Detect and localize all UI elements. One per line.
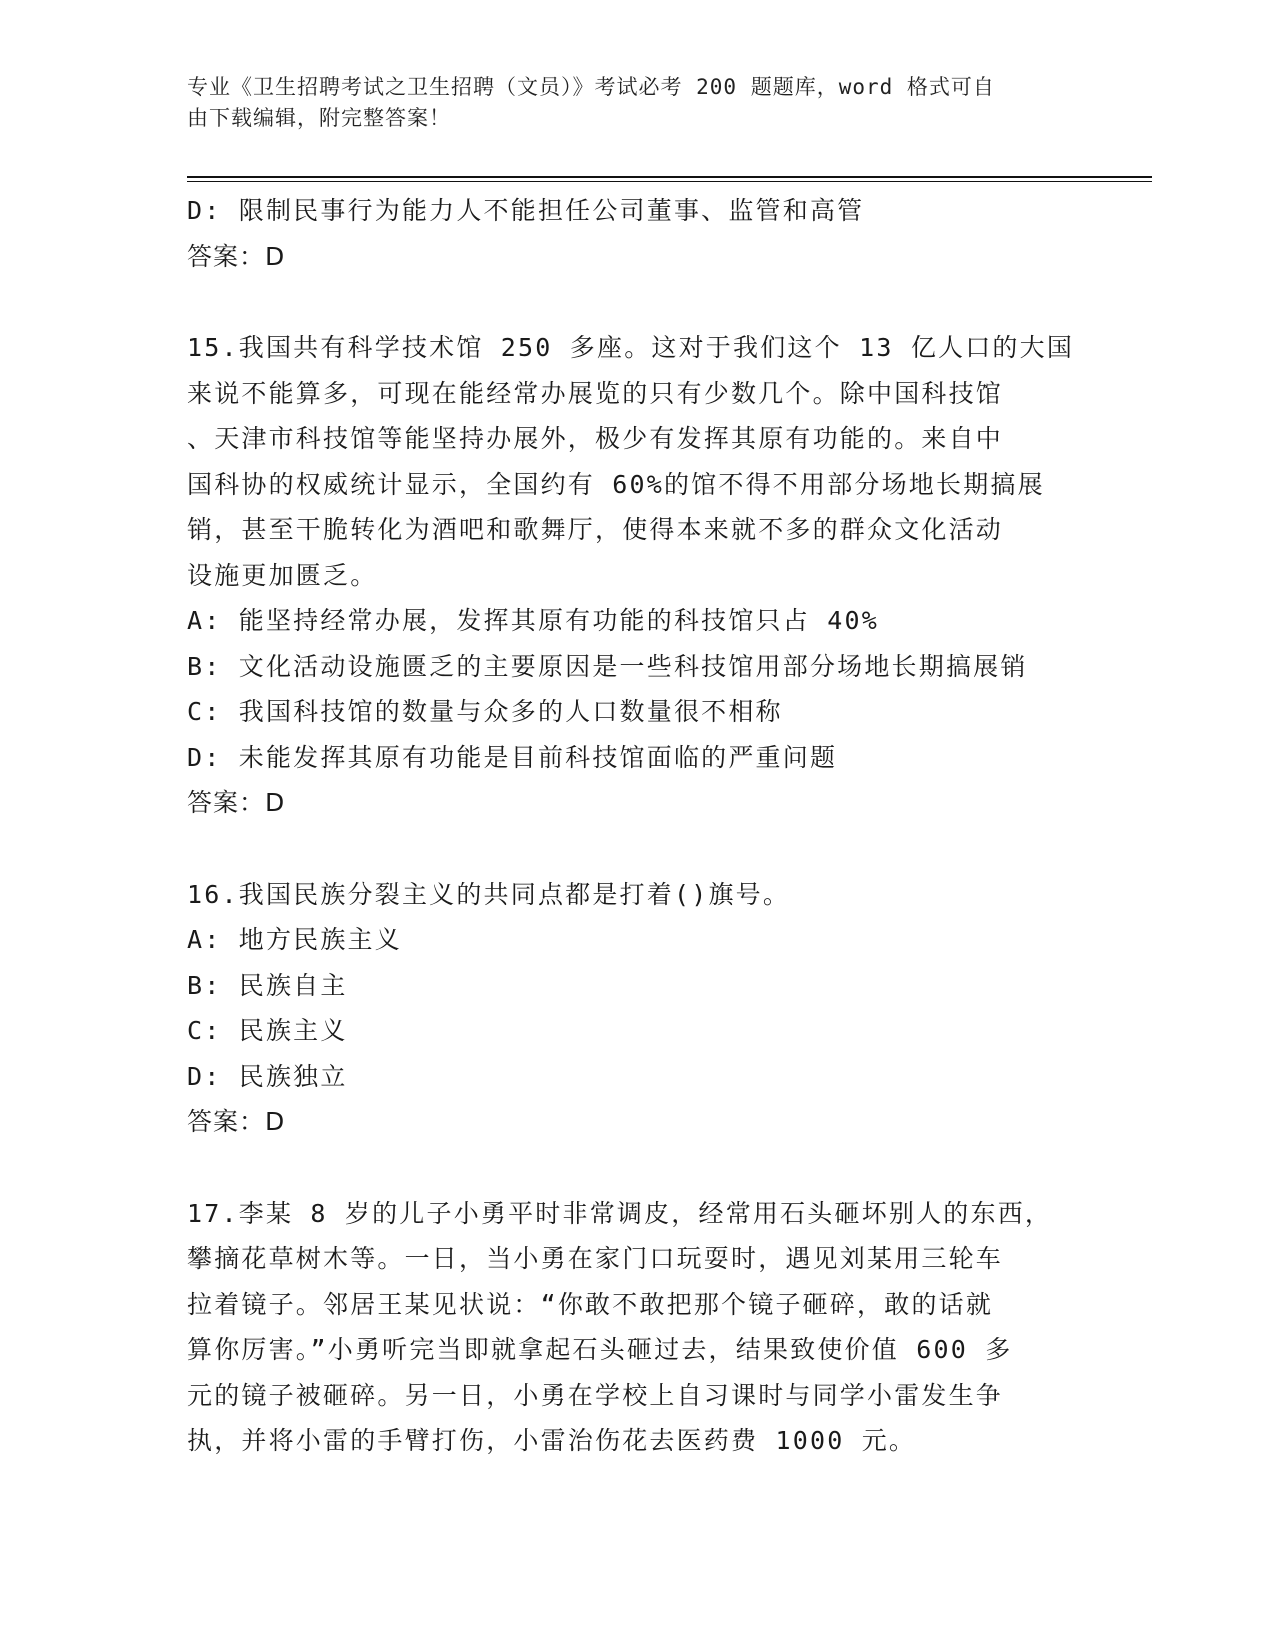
header-line-2: 由下载编辑，附完整答案！ <box>187 106 451 130</box>
option-b: B: 文化活动设施匮乏的主要原因是一些科技馆用部分场地长期搞展销 <box>187 651 1028 681</box>
question-text-line: 销，甚至干脆转化为酒吧和歌舞厅，使得本来就不多的群众文化活动 <box>187 515 1004 544</box>
question-text-line: 16.我国民族分裂主义的共同点都是打着()旗号。 <box>187 879 791 909</box>
answer-label: 答案：D <box>187 788 286 817</box>
spacer <box>187 826 1087 872</box>
question-text-line: 拉着镜子。邻居王某见状说：“你敢不敢把那个镜子砸碎，敢的话就 <box>187 1289 994 1319</box>
option-a: A: 地方民族主义 <box>187 925 402 954</box>
question-text-line: 元的镜子被砸碎。另一日，小勇在学校上自习课时与同学小雷发生争 <box>187 1380 1004 1410</box>
header-divider-thick <box>187 176 1152 178</box>
question-text-line: 17.李某 8 岁的儿子小勇平时非常调皮，经常用石头砸坏别人的东西， <box>187 1198 1053 1228</box>
question-text-line: 算你厉害。”小勇听完当即就拿起石头砸过去，结果致使价值 600 多 <box>187 1335 1013 1364</box>
option-c: C: 民族主义 <box>187 1016 348 1045</box>
option-d: D: 限制民事行为能力人不能担任公司董事、监管和高管 <box>187 196 865 225</box>
option-d: D: 未能发挥其原有功能是目前科技馆面临的严重问题 <box>187 742 838 772</box>
question-text-line: 国科协的权威统计显示，全国约有 60%的馆不得不用部分场地长期搞展 <box>187 469 1045 499</box>
question-text-line: 攀摘花草树木等。一日，当小勇在家门口玩耍时，遇见刘某用三轮车 <box>187 1244 1004 1273</box>
header-line-1: 专业《卫生招聘考试之卫生招聘（文员）》考试必考 200 题题库，word 格式可自 <box>187 75 995 99</box>
question-text-line: 、天津市科技馆等能坚持办展外，极少有发挥其原有功能的。来自中 <box>187 424 1004 453</box>
question-17 <box>187 1191 1087 1464</box>
question-text-line: 执，并将小雷的手臂打伤，小雷治伤花去医药费 1000 元。 <box>187 1426 917 1455</box>
option-d: D: 民族独立 <box>187 1061 348 1091</box>
option-b: B: 民族自主 <box>187 970 348 1000</box>
question-text-line: 15.我国共有科学技术馆 250 多座。这对于我们这个 13 亿人口的大国 <box>187 333 1075 362</box>
answer-label: 答案：D <box>187 241 286 271</box>
option-a: A: 能坚持经常办展，发挥其原有功能的科技馆只占 40% <box>187 606 879 635</box>
document-header <box>187 72 1087 134</box>
question-16 <box>187 872 1087 1145</box>
spacer <box>187 279 1087 325</box>
answer-label: 答案：D <box>187 1107 286 1136</box>
question-text-line: 来说不能算多，可现在能经常办展览的只有少数几个。除中国科技馆 <box>187 378 1004 408</box>
header-divider-thin <box>187 181 1152 182</box>
question-15 <box>187 325 1087 826</box>
question-text-line: 设施更加匮乏。 <box>187 560 378 590</box>
previous-question-tail <box>187 188 1087 279</box>
option-c: C: 我国科技馆的数量与众多的人口数量很不相称 <box>187 697 783 726</box>
spacer <box>187 1145 1087 1191</box>
document-body <box>187 188 1087 1464</box>
